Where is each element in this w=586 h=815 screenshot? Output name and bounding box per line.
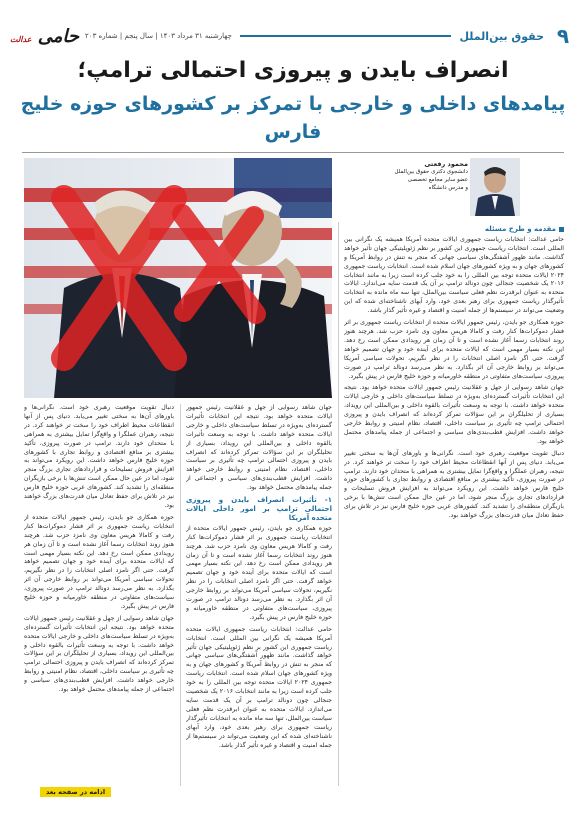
- intro-paragraph: جهان شاهد رسوایی از جهل و عقلانیت رئیس جمهور ایالات متحده خواهد بود. نتیجه این انتخابات تأثیرات گسترده‌ای به‌ویژه در تسلط سیاست‌های داخلی و خارجی ایالات متحده خواهد داشت. با توجه به وسعت تأثیرات بالقوه داخلی و بین‌المللی این رویداد، بسیاری از تحلیلگران بر این سؤالات تمرکز کرده‌اند که انصراف بایدن و پیروزی احتمالی ترامپ چه تأثیری بر سیاست داخلی، اقتصاد، نظام امنیتی و روابط خارجی خواهد داشت. افزایش قطب‌بندی‌های سیاسی و اجتماعی از جمله پیامدهای محتمل خواهد بود.: [344, 384, 564, 445]
- headline-line-2: پیامدهای داخلی و خارجی با تمرکز بر کشورهای حوزه خلیج فارس: [20, 93, 566, 143]
- column-paragraph: حوزه همکاری جو بایدن، رئیس جمهور ایالات متحده از انتخابات ریاست جمهوری بر اثر فشار دموکرات‌ها کنار رفت و کامالا هریس معاون وی نامزد حزب شد. هرچند هنوز روند انتخابات رسما آغاز نشده است و تا آن زمان هر رویدادی ممکن است رخ دهد. این نکته بسیار مهمی است که ایالات متحده برای آینده خود و جهان تصمیم خواهد گرفت. حتی اگر نامزد اصلی انتخابات را در نظر نگیریم، تحولات سیاسی آمریکا می‌تواند بر روابط خارجی آن اثر بگذارد. به نظر می‌رسد دونالد ترامپ در صورت پیروزی، سیاست‌های متفاوتی در منطقه خاورمیانه و حوزه خلیج فارس در پیش بگیرد.: [24, 513, 174, 610]
- intro-paragraph: حامی عدالت: انتخابات ریاست جمهوری ایالات متحده آمریکا همیشه یک نگرانی بین المللی است. انتخابات ریاست جمهوری این کشور بر نظم ژئوپلیتیکی جهان تأثیر خواهد گذاشت. مانند ظهور آشفتگی‌های سیاسی جهانی که منجر به تنش در روابط آمریکا و کشورهای جهان و به ویژه کشورهای جهان اسلام شده است. انتخابات ریاست جمهوری ۲۰۲۴ ایالات متحده توجه بین المللی را به خود جلب کرده است زیرا به مانند انتخابات ۲۰۱۶ یک شخصیت جنجالی چون دونالد ترامپ بر آن یک قدمت سایه می‌اندازد. ایالات متحده به عنوان ابرقدرت نظم فعلی سیاست بین‌الملل، تنها سه ماه مانده به انتخابات تأثیرگذار ریاست جمهوری برای رهبر بعدی خود، وارد آبهای ناشناخته‌ای شده که این وضعیت می‌تواند در سیستم‌ها از جمله امنیت و اقتصاد و غیره تأثیر گذار باشد.: [344, 235, 564, 315]
- column-paragraph: جهان شاهد رسوایی از جهل و عقلانیت رئیس جمهور ایالات متحده خواهد بود. نتیجه این انتخابات تأثیرات گسترده‌ای به‌ویژه در تسلط سیاست‌های داخلی و خارجی ایالات متحده خواهد داشت. با توجه به وسعت تأثیرات بالقوه داخلی و بین‌المللی این رویداد، بسیاری از تحلیلگران بر این سؤالات تمرکز کرده‌اند که انصراف بایدن و پیروزی احتمالی ترامپ چه تأثیری بر سیاست داخلی، اقتصاد، نظام امنیتی و روابط خارجی خواهد داشت. افزایش قطب‌بندی‌های سیاسی و اجتماعی از جمله پیامدهای محتمل خواهد بود.: [24, 614, 174, 694]
- lead-photo-illustration: [24, 158, 332, 398]
- author-info: [390, 160, 468, 192]
- intro-paragraph: دنبال تقویت موقعیت رهبری خود است. نگرانی‌ها و باورهای آن‌ها به سختی تغییر می‌یابد. دنیای پس از آنها انقطاعات محیط اطراف خود را سخت تر خواهند کرد. در نتیجه، رهبران عملگرا و واقع‌گرا تمایل بیشتری به همراهی با متحدان خود دارند. ترامپ در صورت پیروزی، تأکید بیشتری بر منافع اقتصادی و روابط تجاری با کشورهای حوزه خلیج فارس خواهد داشت. این رویکرد می‌تواند به افزایش فروش تسلیحات و قراردادهای تجاری بزرگ منجر شود، اما در عین حال ممکن است تنش‌ها با برخی بازیگران منطقه‌ای را تشدید کند. کشورهای عربی حوزه خلیج فارس نیز در تلاش برای حفظ تعادل میان قدرت‌های بزرگ خواهند بود.: [344, 449, 564, 520]
- author-name: محمود رفعتی: [424, 160, 468, 168]
- article-column-1: [344, 222, 564, 786]
- author-line: دانشجوی دکتری حقوق بین‌الملل: [394, 169, 468, 175]
- intro-heading-text: مقدمه و طرح مسئله: [484, 225, 556, 233]
- section-subhead: ۱- تأثیرات انصراف بایدن و پیروزی احتمالی ترامپ بر امور داخلی ایالات متحده آمریکا: [186, 496, 332, 522]
- author-line: و مدرس دانشگاه: [428, 185, 468, 191]
- publication-logo: [10, 26, 79, 47]
- headline-line-1: انصراف بایدن و پیروزی احتمالی ترامپ؛: [77, 58, 509, 83]
- lead-photo: [24, 158, 332, 398]
- author-photo: [470, 158, 520, 216]
- continue-label[interactable]: ادامه در صفحه بعد: [40, 787, 111, 797]
- intro-subhead: [344, 225, 564, 234]
- column-paragraph: دنبال تقویت موقعیت رهبری خود است. نگرانی‌ها و باورهای آن‌ها به سختی تغییر می‌یابد. دنیای پس از آنها انقطاعات محیط اطراف خود را سخت تر خواهند کرد. در نتیجه، رهبران عملگرا و واقع‌گرا تمایل بیشتری به همراهی با متحدان خود دارند. ترامپ در صورت پیروزی، تأکید بیشتری بر منافع اقتصادی و روابط تجاری با کشورهای حوزه خلیج فارس خواهد داشت. این رویکرد می‌تواند به افزایش فروش تسلیحات و قراردادهای تجاری بزرگ منجر شود، اما در عین حال ممکن است تنش‌ها با برخی بازیگران منطقه‌ای را تشدید کند. کشورهای عربی حوزه خلیج فارس نیز در تلاش برای حفظ تعادل میان قدرت‌های بزرگ خواهند بود.: [24, 404, 174, 509]
- column-divider: [338, 222, 339, 786]
- headline-divider: [22, 152, 564, 153]
- issue-info: چهارشنبه ۳۱ مرداد ۱۴۰۳ | سال پنجم | شماره ۲۰۳: [85, 32, 232, 40]
- logo-text: حامی: [37, 25, 80, 47]
- bullet-square-icon: [559, 227, 564, 232]
- article-column-3: [24, 404, 174, 784]
- header-rule: [240, 35, 452, 37]
- page-number: ۹: [556, 24, 570, 48]
- intro-paragraph: حوزه همکاری جو بایدن، رئیس جمهور ایالات متحده از انتخابات ریاست جمهوری بر اثر فشار دموکرات‌ها کنار رفت و کامالا هریس معاون وی نامزد حزب شد. هرچند هنوز روند انتخابات رسما آغاز نشده است و تا آن زمان هر رویدادی ممکن است رخ دهد. این نکته بسیار مهمی است که ایالات متحده برای آینده خود و جهان تصمیم خواهد گرفت. حتی اگر نامزد اصلی انتخابات را در نظر نگیریم، تحولات سیاسی آمریکا می‌تواند بر روابط خارجی آن اثر بگذارد. به نظر می‌رسد دونالد ترامپ در صورت پیروزی، سیاست‌های متفاوتی در منطقه خاورمیانه و حوزه خلیج فارس در پیش بگیرد.: [344, 319, 564, 380]
- column-paragraph: حوزه همکاری جو بایدن، رئیس جمهور ایالات متحده از انتخابات ریاست جمهوری بر اثر فشار دموکرات‌ها کنار رفت و کامالا هریس معاون وی نامزد حزب شد. هرچند هنوز روند انتخابات رسما آغاز نشده است و تا آن زمان هر رویدادی ممکن است رخ دهد. این نکته بسیار مهمی است که ایالات متحده برای آینده خود و جهان تصمیم خواهد گرفت. حتی اگر نامزد اصلی انتخابات را در نظر نگیریم، تحولات سیاسی آمریکا می‌تواند بر روابط خارجی آن اثر بگذارد. به نظر می‌رسد دونالد ترامپ در صورت پیروزی، سیاست‌های متفاوتی در منطقه خاورمیانه و حوزه خلیج فارس در پیش بگیرد.: [186, 524, 332, 621]
- section-title: حقوق بین‌الملل: [459, 29, 544, 43]
- column-paragraph: حامی عدالت: انتخابات ریاست جمهوری ایالات متحده آمریکا همیشه یک نگرانی بین المللی است. انتخابات ریاست جمهوری این کشور بر نظم ژئوپلیتیکی جهان تأثیر خواهد گذاشت. مانند ظهور آشفتگی‌های سیاسی جهانی که منجر به تنش در روابط آمریکا و کشورهای جهان و به ویژه کشورهای جهان اسلام شده است. انتخابات ریاست جمهوری ۲۰۲۴ ایالات متحده توجه بین المللی را به خود جلب کرده است زیرا به مانند انتخابات ۲۰۱۶ یک شخصیت جنجالی چون دونالد ترامپ بر آن یک قدمت سایه می‌اندازد. ایالات متحده به عنوان ابرقدرت نظم فعلی سیاست بین‌الملل، تنها سه ماه مانده به انتخابات تأثیرگذار ریاست جمهوری برای رهبر بعدی خود، وارد آبهای ناشناخته‌ای شده که این وضعیت می‌تواند در سیستم‌ها از جمله امنیت و اقتصاد و غیره تأثیر گذار باشد.: [186, 625, 332, 749]
- column-divider: [180, 404, 181, 786]
- logo-sub: عدالت: [10, 33, 32, 44]
- page-header: [10, 24, 574, 48]
- column-paragraph: جهان شاهد رسوایی از جهل و عقلانیت رئیس جمهور ایالات متحده خواهد بود. نتیجه این انتخابات تأثیرات گسترده‌ای به‌ویژه در تسلط سیاست‌های داخلی و خارجی ایالات متحده خواهد داشت. با توجه به وسعت تأثیرات بالقوه داخلی و بین‌المللی این رویداد، بسیاری از تحلیلگران بر این سؤالات تمرکز کرده‌اند که انصراف بایدن و پیروزی احتمالی ترامپ چه تأثیری بر سیاست داخلی، اقتصاد، نظام امنیتی و روابط خارجی خواهد داشت. افزایش قطب‌بندی‌های سیاسی و اجتماعی از جمله پیامدهای محتمل خواهد بود.: [186, 404, 332, 492]
- author-line: عضو سایر مجامع تخصصی: [407, 177, 468, 183]
- article-column-2: [186, 404, 332, 786]
